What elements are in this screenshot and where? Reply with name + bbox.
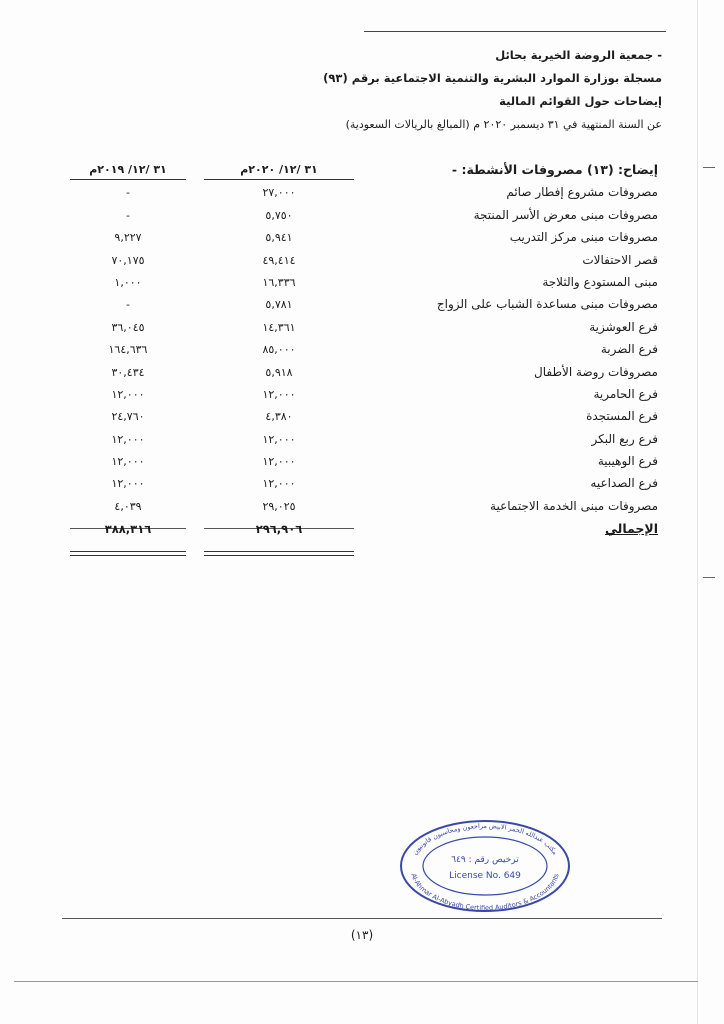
row-value-2019: ٣٦,٠٤٥: [111, 320, 145, 334]
row-label: مبنى المستودع والثلاجة: [542, 274, 658, 289]
table-row: [66, 406, 662, 428]
table-row: [66, 473, 662, 495]
registration-line: مسجلة بوزارة الموارد البشرية والتنمية الاجتماعية برقم (٩٣): [323, 71, 662, 85]
row-value-2019: ٣٠,٤٣٤: [111, 365, 145, 379]
row-value-2019: ١٢,٠٠٠: [111, 477, 145, 491]
table-row: [66, 496, 662, 518]
org-name: - جمعية الروضة الخيرية بحائل: [495, 48, 662, 62]
row-label: مصروفات مبنى معرض الأسر المنتجة: [473, 207, 658, 222]
row-value-2019: ١٢,٠٠٠: [111, 432, 145, 446]
stamp-outer-ring: [401, 821, 569, 911]
row-label: فرع العوشزية: [589, 319, 658, 334]
row-label: فرع الضربة: [600, 342, 658, 357]
table-row: [66, 272, 662, 294]
activity-expenses-table: [66, 160, 662, 541]
row-value-2019: ١٦٤,٦٣٦: [108, 343, 148, 357]
table-row: [66, 227, 662, 249]
row-value-2019: ٢٤,٧٦٠: [111, 410, 145, 424]
row-value-2020: ١٢,٠٠٠: [262, 455, 296, 469]
row-value-2020: ٥,٧٨١: [265, 298, 293, 312]
table-row: [66, 451, 662, 473]
stamp-arabic-name: مكتب عبدالله الحمر الابيض مراجعون ومحاسبون قانونيون: [410, 821, 560, 857]
margin-tick: [703, 167, 715, 168]
total-row: [66, 518, 662, 540]
stamp-license-arabic: ترخيص رقم : ٦٤٩: [451, 855, 519, 865]
row-label: فرع الصداعيه: [590, 476, 658, 491]
row-label: فرع المستجدة: [586, 409, 658, 424]
double-underline-2020: [204, 551, 354, 556]
row-value-2020: ١٢,٠٠٠: [262, 387, 296, 401]
page-edge: [697, 0, 698, 1024]
stamp-inner-ring: [423, 837, 547, 895]
row-value-2020: ٨٥,٠٠٠: [262, 343, 296, 357]
row-label: مصروفات مبنى مساعدة الشباب على الزواج: [436, 297, 658, 312]
row-value-2019: ١,٠٠٠: [114, 275, 142, 289]
header-underline-2019: [70, 179, 186, 180]
total-value-2020: ٢٩٦,٩٠٦: [255, 522, 303, 537]
row-label: فرع الحامرية: [593, 386, 658, 401]
note-title: إيضاح: (١٣) مصروفات الأنشطة: -: [451, 162, 658, 177]
stamp-english-name: Al-Ahmar Al-Abyadh Certified Auditors & Accountants: [409, 872, 561, 913]
table-row: [66, 429, 662, 451]
table-row: [66, 339, 662, 361]
row-label: قصر الاحتفالات: [582, 252, 658, 267]
row-value-2019: ١٢,٠٠٠: [111, 387, 145, 401]
row-value-2019: ٩,٢٢٧: [114, 231, 142, 245]
table-row: [66, 182, 662, 204]
row-label: فرع ربع البكر: [591, 431, 658, 446]
table-row: [66, 317, 662, 339]
row-value-2019: -: [126, 186, 130, 200]
row-value-2020: ٤٩,٤١٤: [262, 253, 296, 267]
bottom-rule: [14, 981, 698, 982]
double-underline-2019: [70, 551, 186, 556]
row-label: مصروفات مشروع إفطار صائم: [506, 185, 658, 200]
total-label: الإجمالي: [604, 521, 658, 537]
section-title: إيضاحات حول القوائم المالية: [499, 94, 662, 108]
row-value-2020: ٥,٩٤١: [265, 231, 293, 245]
header-underline-2020: [204, 179, 354, 180]
row-value-2019: ١٢,٠٠٠: [111, 455, 145, 469]
row-value-2020: ٥,٧٥٠: [265, 208, 293, 222]
row-value-2019: -: [126, 298, 130, 312]
row-label: مصروفات مبنى مركز التدريب: [509, 230, 658, 245]
row-label: فرع الوهيبية: [597, 454, 658, 469]
row-value-2020: ١٦,٣٣٦: [262, 275, 296, 289]
row-value-2019: ٧٠,١٧٥: [111, 253, 145, 267]
row-value-2020: ٤,٣٨٠: [265, 410, 293, 424]
table-header-row: [66, 160, 662, 182]
row-value-2020: ٢٧,٠٠٠: [262, 186, 296, 200]
top-rule: [364, 31, 666, 32]
margin-tick: [703, 577, 715, 578]
period-line: عن السنة المنتهية في ٣١ ديسمبر ٢٠٢٠ م (المبالغ بالريالات السعودية): [345, 118, 662, 131]
table-row: [66, 250, 662, 272]
row-value-2020: ١٢,٠٠٠: [262, 477, 296, 491]
footer-rule: [62, 918, 662, 919]
row-label: مصروفات روضة الأطفال: [534, 364, 658, 379]
table-row: [66, 362, 662, 384]
row-value-2019: ٤,٠٣٩: [114, 499, 142, 513]
table-row: [66, 384, 662, 406]
stamp-license-english: License No. 649: [449, 871, 521, 881]
total-value-2019: ٣٨٨,٣١٦: [104, 522, 152, 537]
table-row: [66, 294, 662, 316]
row-label: مصروفات مبنى الخدمة الاجتماعية: [490, 498, 658, 513]
column-header-2019: ٣١ /١٢/ ٢٠١٩م: [89, 163, 167, 176]
auditor-stamp: [397, 816, 573, 914]
row-value-2020: ١٢,٠٠٠: [262, 432, 296, 446]
document-header: [323, 44, 662, 136]
row-value-2020: ٢٩,٠٢٥: [262, 499, 296, 513]
column-header-2020: ٣١ /١٢/ ٢٠٢٠م: [240, 163, 318, 176]
row-value-2020: ١٤,٣٦١: [262, 320, 296, 334]
row-value-2020: ٥,٩١٨: [265, 365, 293, 379]
table-row: [66, 205, 662, 227]
page-number: (١٣): [350, 928, 374, 942]
row-value-2019: -: [126, 208, 130, 222]
